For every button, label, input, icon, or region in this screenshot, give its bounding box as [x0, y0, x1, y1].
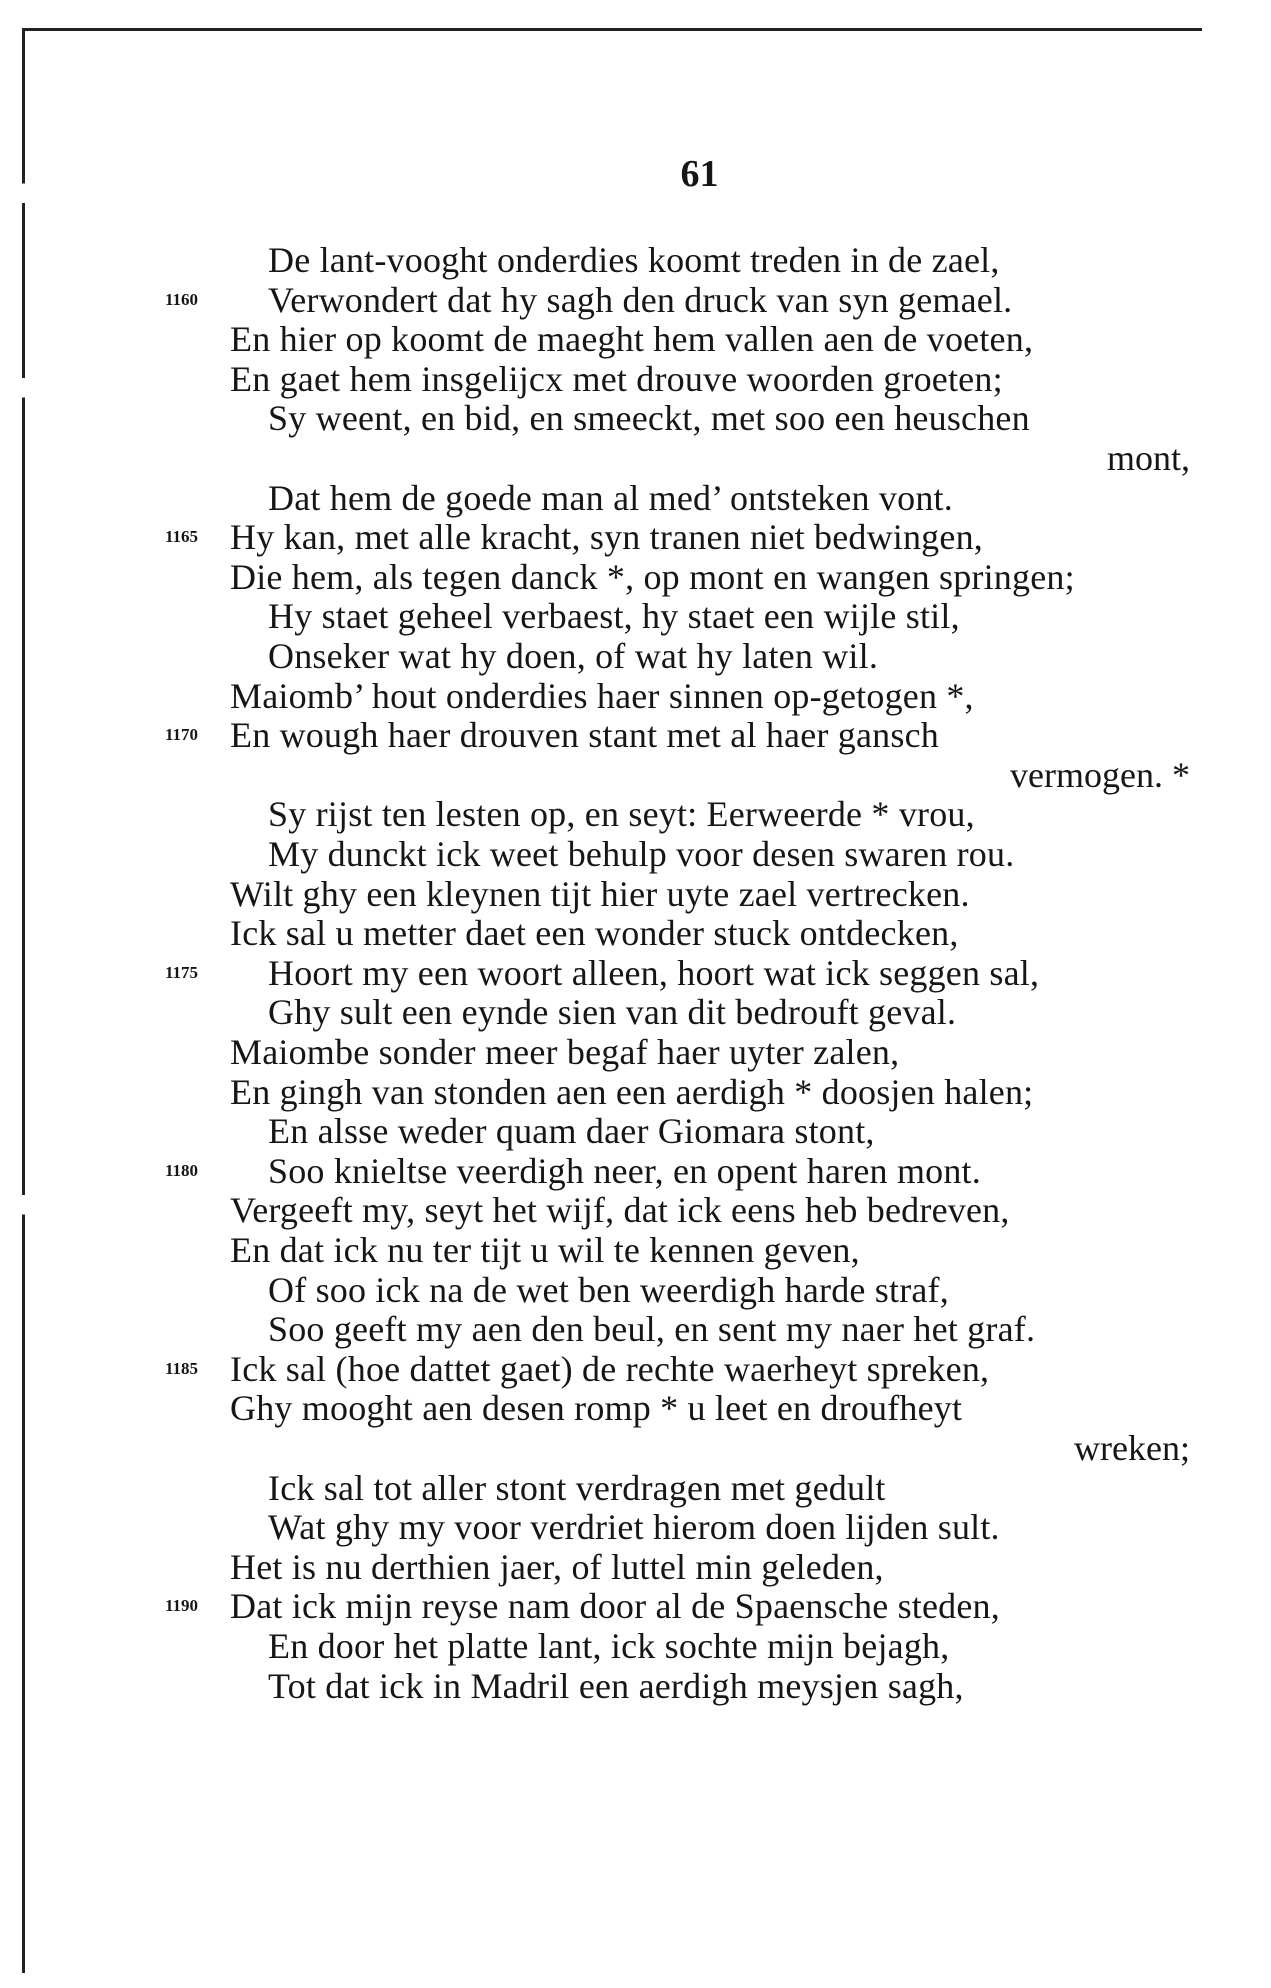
verse-line [0, 596, 1271, 636]
verse-line [0, 398, 1271, 438]
verse-text: Onseker wat hy doen, of wat hy laten wil. [268, 636, 879, 676]
verse-text: En alsse weder quam daer Giomara stont, [268, 1111, 875, 1152]
verse-text: En hier op koomt de maeght hem vallen aen de voeten, [230, 319, 1034, 360]
verse-line [0, 1507, 1271, 1547]
verse-text: Wat ghy my voor verdriet hierom doen lijden sult. [268, 1507, 1000, 1548]
verse-line [0, 1586, 1271, 1626]
verse-text: Hoort my een woort alleen, hoort wat ick seggen sal, [268, 952, 1040, 993]
verse-line [0, 755, 1271, 795]
verse-line [0, 319, 1271, 359]
line-number: 1175 [165, 962, 199, 982]
verse-text: mont, [1106, 438, 1190, 478]
verse-text: En gaet hem insgelijcx met drouve woorden groeten; [230, 358, 1003, 399]
verse-text: Tot dat ick in Madril een aerdigh meysjen sagh, [268, 1665, 964, 1706]
verse-text: Wilt ghy een kleynen tijt hier uyte zael vertrecken. [230, 873, 970, 914]
verse-line [0, 280, 1271, 320]
verse-line [0, 1151, 1271, 1191]
verse-line [0, 1309, 1271, 1349]
verse-text: Het is nu derthien jaer, of luttel min geleden, [230, 1546, 884, 1587]
verse-line [0, 1547, 1271, 1587]
verse-line [0, 1230, 1271, 1270]
verse-text: Soo geeft my aen den beul, en sent my naer het graf. [268, 1309, 1036, 1350]
verse-text: Ick sal (hoe dattet gaet) de rechte waerheyt spreken, [230, 1348, 990, 1389]
verse-line [0, 438, 1271, 478]
verse-line [0, 240, 1271, 280]
verse-line [0, 1468, 1271, 1508]
verse-line [0, 1111, 1271, 1151]
verse-line [0, 1626, 1271, 1666]
line-number: 1190 [165, 1596, 199, 1616]
verse-line [0, 557, 1271, 597]
verse-line [0, 1032, 1271, 1072]
verse-text: Soo knieltse veerdigh neer, en opent haren mont. [268, 1150, 981, 1191]
verse-text: En wough haer drouven stant met al haer gansch [230, 715, 939, 756]
verse-line [0, 715, 1271, 755]
line-number: 1160 [165, 289, 199, 309]
verse-text: wreken; [1074, 1428, 1190, 1468]
line-number: 1165 [165, 527, 199, 547]
verse-text: Hy kan, met alle kracht, syn tranen niet bedwingen, [230, 517, 983, 558]
verse-line [0, 636, 1271, 676]
verse-text: Dat hem de goede man al med’ ontsteken vont. [268, 477, 953, 518]
verse-text: Sy rijst ten lesten op, en seyt: Eerweerde * vrou, [268, 794, 975, 835]
verse-line [0, 1666, 1271, 1706]
verse-text: Maiomb’ hout onderdies haer sinnen op-getogen *, [230, 675, 974, 716]
verse-line [0, 676, 1271, 716]
verse-text: Vergeeft my, seyt het wijf, dat ick eens heb bedreven, [230, 1190, 1010, 1231]
verse-line [0, 834, 1271, 874]
verse-line [0, 478, 1271, 518]
verse-text: Maiombe sonder meer begaf haer uyter zalen, [230, 1032, 900, 1072]
verse-line [0, 913, 1271, 953]
verse-text: My dunckt ick weet behulp voor desen swaren rou. [268, 834, 1015, 874]
line-number: 1170 [165, 725, 199, 745]
verse-text: Ghy mooght aen desen romp * u leet en droufheyt [230, 1388, 963, 1429]
verse-line [0, 517, 1271, 557]
verse-line [0, 1349, 1271, 1389]
verse-text: Ick sal tot aller stont verdragen met gedult [268, 1467, 886, 1508]
verse-line [0, 1190, 1271, 1230]
verse-text: De lant-vooght onderdies koomt treden in de zael, [268, 240, 1000, 280]
verse-text: En door het platte lant, ick sochte mijn bejagh, [268, 1626, 950, 1666]
verse-line [0, 1072, 1271, 1112]
verse-text: Die hem, als tegen danck *, op mont en wangen springen; [230, 556, 1075, 597]
verse-line [0, 953, 1271, 993]
verse-text: En gingh van stonden aen een aerdigh * doosjen halen; [230, 1071, 1034, 1112]
top-border-rule [22, 28, 1202, 31]
verse-text: Hy staet geheel verbaest, hy staet een wijle stil, [268, 596, 960, 637]
verse-text: vermogen. * [1010, 754, 1190, 795]
verse-text: Sy weent, en bid, en smeeckt, met soo een heuschen [268, 398, 1030, 439]
verse-text: Ghy sult een eynde sien van dit bedrouft geval. [268, 992, 957, 1033]
verse-text: Ick sal u metter daet een wonder stuck ontdecken, [230, 913, 959, 954]
verse-line [0, 794, 1271, 834]
verse-text: Verwondert dat hy sagh den druck van syn gemael. [268, 279, 1013, 320]
verse-text: En dat ick nu ter tijt u wil te kennen geven, [230, 1230, 860, 1270]
verse-line [0, 1428, 1271, 1468]
verse-text: Of soo ick na de wet ben weerdigh harde straf, [268, 1269, 949, 1310]
verse-line [0, 1270, 1271, 1310]
page-number: 61 [680, 153, 719, 195]
verse-line [0, 992, 1271, 1032]
line-number: 1185 [165, 1358, 199, 1378]
verse-text: Dat ick mijn reyse nam door al de Spaensche steden, [230, 1586, 1000, 1627]
verse-line [0, 874, 1271, 914]
verse-line [0, 1388, 1271, 1428]
verse-line [0, 359, 1271, 399]
line-number: 1180 [165, 1160, 199, 1180]
